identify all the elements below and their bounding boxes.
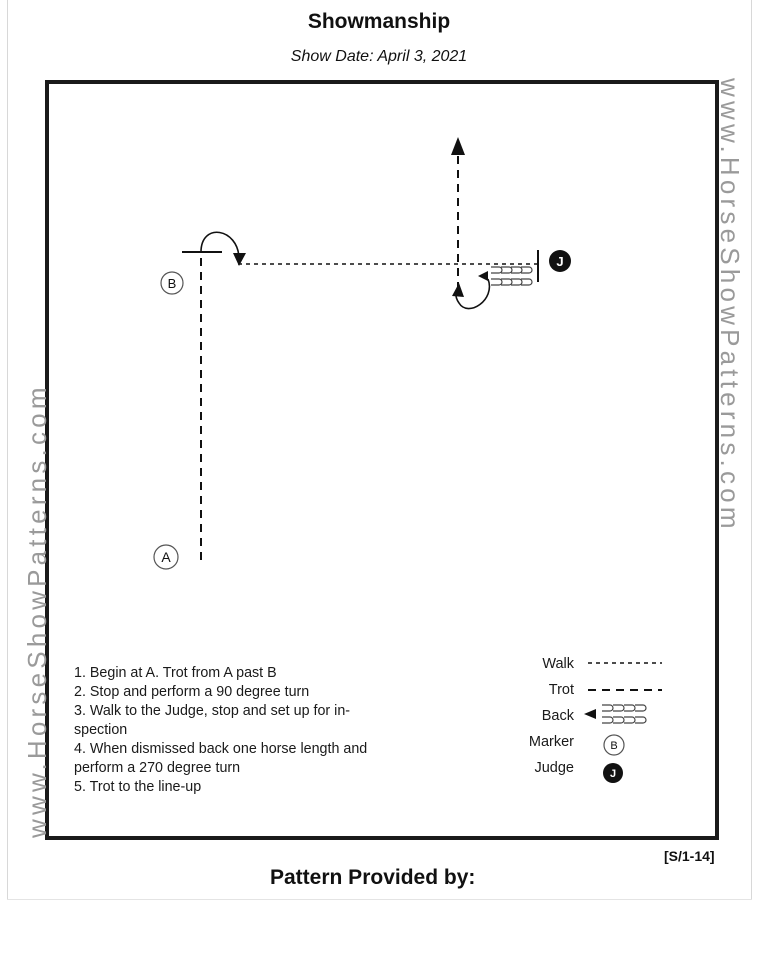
lineup-arrowhead	[451, 137, 465, 155]
legend-back-symbol	[602, 705, 646, 723]
instruction-step-2: 2. Stop and perform a 90 degree turn	[74, 684, 310, 700]
pattern-instructions	[74, 664, 374, 797]
turn-90-arrow	[201, 232, 239, 258]
pattern-provided-by: Pattern Provided by:	[270, 866, 476, 889]
instruction-step-1: 1. Begin at A. Trot from A past B	[74, 665, 277, 681]
legend-marker-symbol	[604, 735, 624, 755]
marker-a	[154, 545, 178, 569]
legend-judge-label: Judge	[534, 760, 574, 776]
instruction-step-3: 3. Walk to the Judge, stop and set up for in-spection	[74, 703, 351, 738]
marker-b	[161, 272, 183, 294]
judge-marker	[549, 250, 571, 272]
instruction-step-4: 4. When dismissed back one horse length and perform a 270 degree turn	[74, 741, 368, 776]
legend-marker-label: Marker	[528, 734, 574, 750]
pattern-title: Showmanship	[307, 10, 451, 33]
pattern-code: [S/1-14]	[664, 848, 715, 864]
back-arrowhead	[478, 271, 488, 281]
back-marks	[491, 267, 532, 285]
instruction-step-5: 5. Trot to the line-up	[74, 779, 202, 795]
legend-back-label: Back	[541, 708, 574, 724]
legend-judge-letter: J	[609, 768, 617, 780]
legend-judge-symbol	[603, 763, 623, 783]
show-date: Show Date: April 3, 2021	[290, 48, 468, 65]
legend-trot-label: Trot	[548, 682, 574, 698]
marker-b-label: B	[167, 276, 177, 291]
legend-back-arrowhead	[584, 709, 596, 719]
watermark-right: www.HorseShowPatterns.com	[715, 78, 745, 533]
watermark-left: www.HorseShowPatterns.com	[22, 383, 52, 838]
marker-a-label: A	[161, 549, 171, 565]
legend-marker-letter: B	[610, 740, 618, 752]
legend-walk-label: Walk	[542, 656, 574, 672]
judge-marker-label: J	[556, 254, 564, 269]
